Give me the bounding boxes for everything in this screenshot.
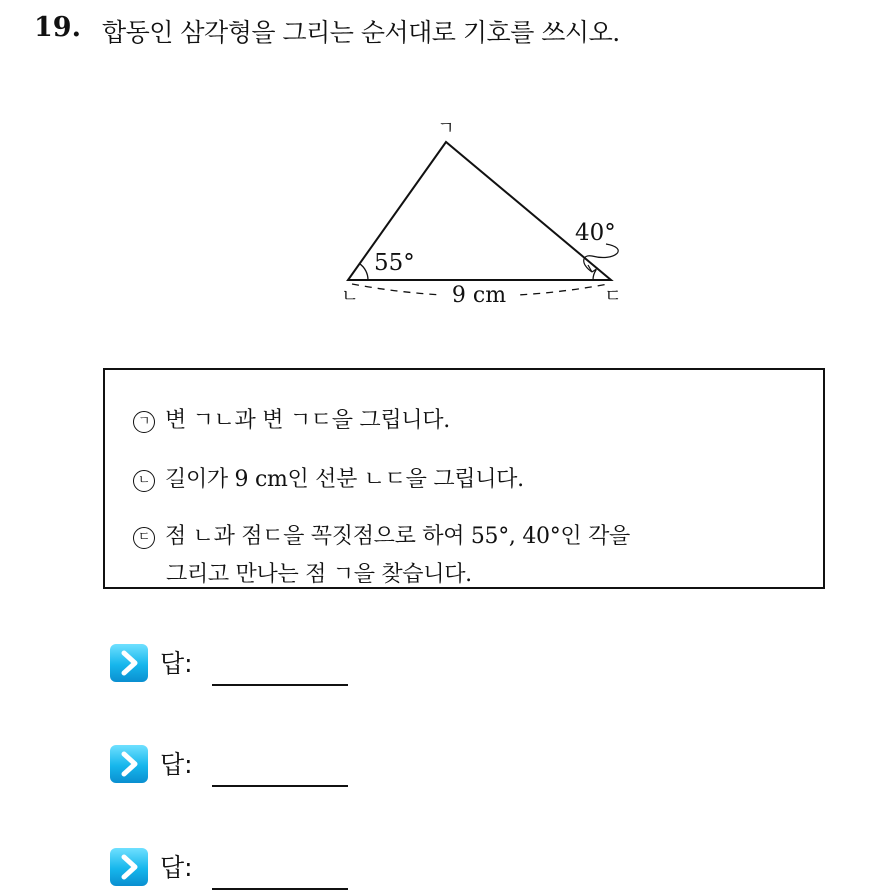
step-marker: ㄷ bbox=[133, 527, 155, 549]
step-item bbox=[133, 402, 450, 440]
answer-label: 답: bbox=[160, 649, 193, 678]
step-text: 점 ㄴ과 점ㄷ을 꼭짓점으로 하여 55°, 40°인 각을 bbox=[165, 524, 630, 549]
length-label: 9 cm bbox=[451, 283, 507, 308]
answer-blank[interactable] bbox=[212, 684, 348, 686]
answer-blank[interactable] bbox=[212, 785, 348, 787]
angle-leader-right bbox=[584, 244, 618, 272]
step-marker: ㄱ bbox=[133, 411, 155, 433]
step-text-continued: 그리고 만나는 점 ㄱ을 찾습니다. bbox=[166, 562, 472, 587]
triangle-figure bbox=[330, 112, 630, 312]
vertex-label-left: ㄴ bbox=[341, 286, 359, 307]
vertex-label-top: ㄱ bbox=[437, 118, 455, 139]
angle-label-right: 40° bbox=[575, 220, 616, 246]
angle-arc-left bbox=[360, 264, 368, 280]
arrow-right-icon bbox=[110, 745, 148, 783]
answer-label: 답: bbox=[160, 750, 193, 779]
answer-label: 답: bbox=[160, 853, 193, 882]
angle-label-left: 55° bbox=[374, 250, 415, 276]
question-number: 19. bbox=[34, 12, 81, 43]
step-text: 변 ㄱㄴ과 변 ㄱㄷ을 그립니다. bbox=[165, 408, 450, 433]
arrow-right-icon bbox=[110, 644, 148, 682]
step-text: 길이가 9 cm인 선분 ㄴㄷ을 그립니다. bbox=[165, 467, 524, 492]
arrow-right-icon bbox=[110, 848, 148, 886]
step-marker: ㄴ bbox=[133, 470, 155, 492]
steps-box bbox=[103, 368, 825, 589]
vertex-label-right: ㄷ bbox=[604, 286, 622, 307]
answer-blank[interactable] bbox=[212, 888, 348, 890]
question-text: 합동인 삼각형을 그리는 순서대로 기호를 쓰시오. bbox=[102, 18, 620, 47]
step-item bbox=[133, 518, 630, 594]
step-item bbox=[133, 461, 524, 499]
